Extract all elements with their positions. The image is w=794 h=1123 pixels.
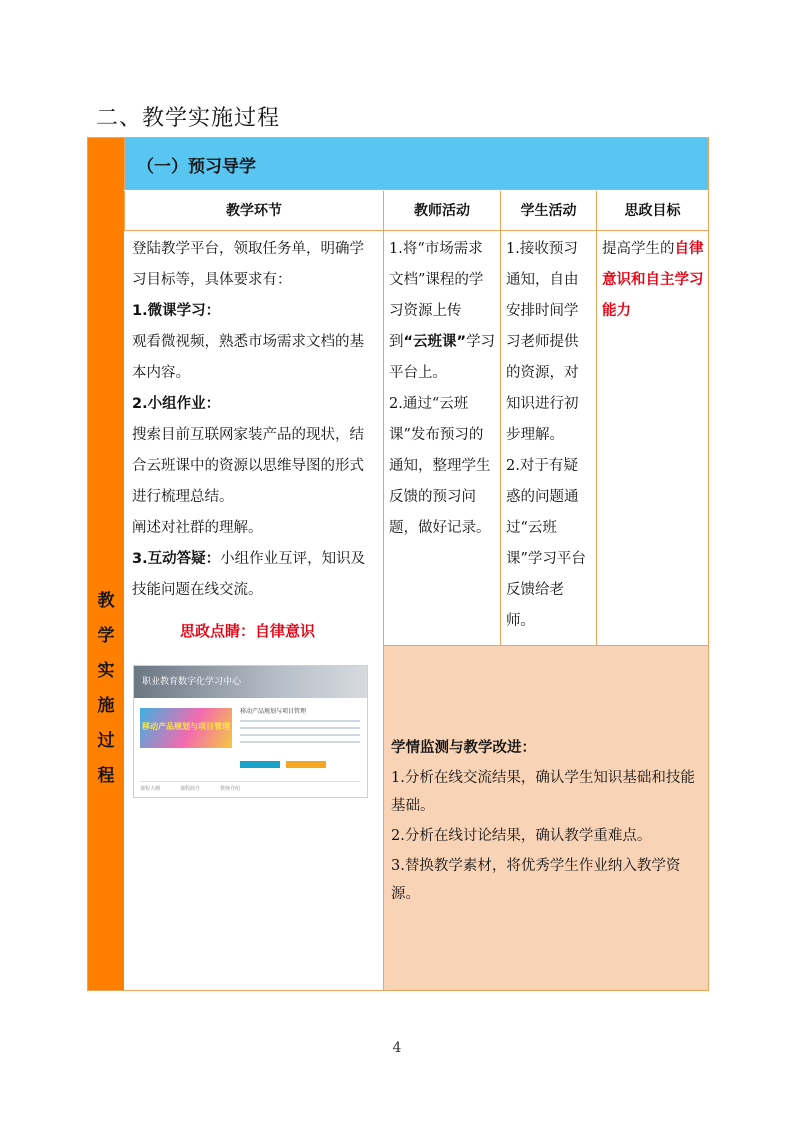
stage-item2-body: 搜索目前互联网家装产品的现状，结合云班课中的资源以思维导图的形式进行梳理总结。 [132,427,364,505]
platform-screenshot [133,665,368,798]
screenshot-tab: 课程简介 [180,786,201,792]
teacher-text: 学习平台上。 [389,334,496,381]
screenshot-course-title: 移动产品规划与项目管理 [240,708,307,715]
column-header-stage: 教学环节 [124,191,383,231]
sizheng-label: 思政点睛： [180,622,256,640]
column-header-goal: 思政目标 [596,191,708,231]
side-char: 实 [97,661,115,681]
side-label-column [88,138,124,990]
monitor-item-2: 2.分析在线讨论结果，确认教学重难点。 [391,828,652,844]
page-number: 4 [392,1040,402,1056]
teacher-cell [389,234,497,544]
side-char: 程 [97,766,115,786]
screenshot-tab: 课程大纲 [140,786,161,792]
teacher-activity-1 [389,234,497,389]
stage-item3-title: 3.互动答疑： [132,551,221,567]
stage-intro: 登陆教学平台，领取任务单，明确学习目标等，具体要求有： [132,241,364,288]
stage-item2-title: 2.小组作业： [132,396,221,412]
teacher-text: 1.将“市场需求文档”课程的学习资源上传到 [389,241,484,350]
course-banner [140,708,232,748]
column-divider [500,191,501,645]
monitor-title: 学情监测与教学改进： [391,740,536,756]
column-divider [596,191,597,645]
teacher-platform: “云班课” [403,334,467,350]
stage-item3-body: 小组作业互评，知识及技能问题在线交流。 [132,551,366,598]
goal-prefix: 提高学生的 [602,241,675,257]
course-banner-text: 移动产品规划与项目管理 [142,722,230,731]
sizheng-value: 自律意识 [255,622,316,640]
screenshot-secondary-button [286,761,326,768]
stage-item2-body: 阐述对社群的理解。 [132,520,263,536]
sub-header-title: （一）预习导学 [137,157,256,177]
side-label [88,586,124,796]
screenshot-primary-button [240,761,280,768]
side-char: 施 [97,696,115,716]
column-header-teacher: 教师活动 [383,191,500,231]
stage-cell [132,234,378,606]
student-activity-2: 2.对于有疑惑的问题通过“云班课”学习平台反馈给老师。 [506,458,586,629]
student-cell [506,234,592,637]
monitor-content [391,734,709,910]
teaching-table [87,137,709,991]
side-char: 过 [97,731,115,751]
teacher-activity-2: 2.通过“云班课”发布预习的通知，整理学生反馈的预习问题，做好记录。 [389,396,491,536]
screenshot-tab: 教师介绍 [220,786,241,792]
section-title: 二、教学实施过程 [96,106,281,131]
goal-highlight: 自律意识和自主学习能力 [602,241,704,319]
monitor-cell [383,645,708,990]
side-char: 教 [97,591,115,611]
screenshot-text-lines [240,715,360,743]
goal-cell [602,234,704,327]
stage-item1-body: 观看微视频，熟悉市场需求文档的基本内容。 [132,334,364,381]
student-activity-1: 1.接收预习通知，自由安排时间学习老师提供的资源，对知识进行初步理解。 [506,241,579,443]
monitor-item-1: 1.分析在线交流结果，确认学生知识基础和技能基础。 [391,770,695,814]
screenshot-header: 职业教育数字化学习中心 [134,666,367,698]
column-header-student: 学生活动 [500,191,596,231]
sizheng-highlight [180,620,315,641]
sub-header [124,138,708,190]
stage-item1-title: 1.微课学习： [132,303,221,319]
stage-item3 [132,544,378,606]
side-char: 学 [97,626,115,646]
screenshot-tabs [140,781,360,792]
monitor-item-3: 3.替换教学素材，将优秀学生作业纳入教学资源。 [391,858,681,902]
